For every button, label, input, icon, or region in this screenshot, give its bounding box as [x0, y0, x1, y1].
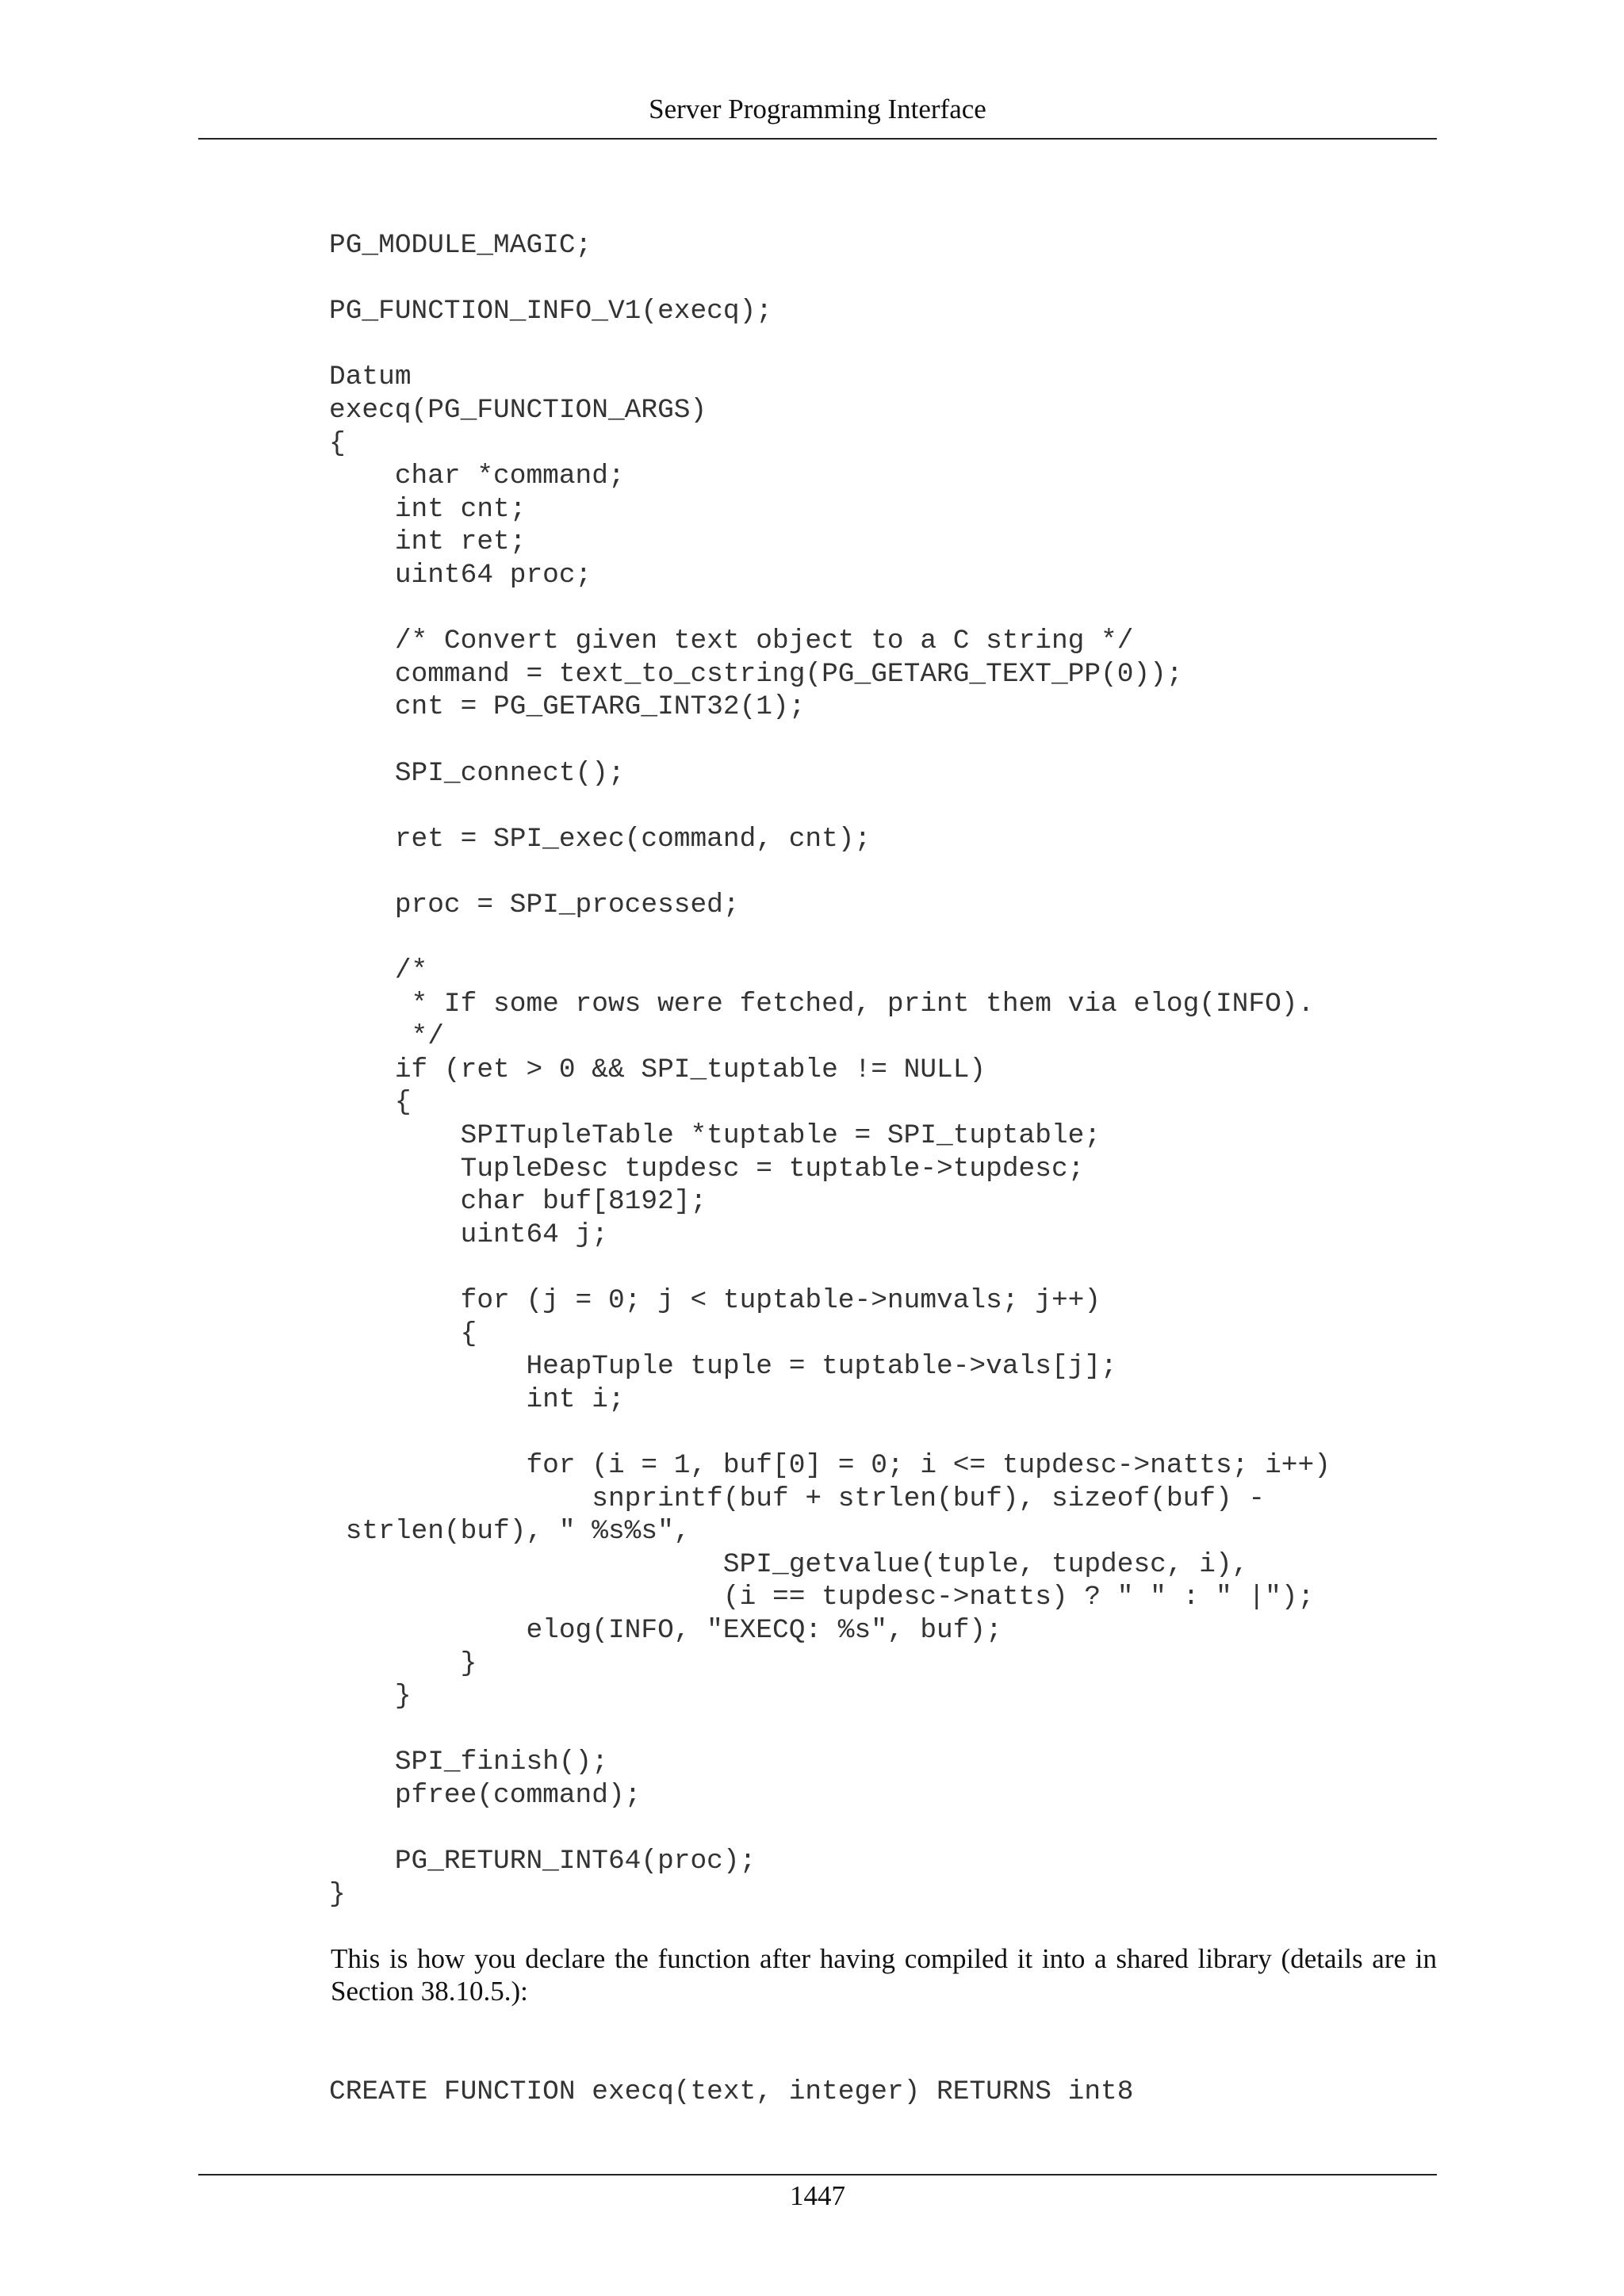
code-listing-execq: PG_MODULE_MAGIC; PG_FUNCTION_INFO_V1(execq); Datum execq(PG_FUNCTION_ARGS) { char *command; int cnt; int ret; uint64 proc; /* Convert given text object to a C string */ command = text_to_cstring(PG_GETARG_TEXT_PP(0)); cnt = PG_GETARG_INT32(1); SPI_connect(); ret = SPI_exec(command, cnt); proc = SPI_processed; /* * If some rows were fetched, print them via elog(INFO). */ if (ret > 0 && SPI_tuptable != NULL) { SPITupleTable *tuptable = SPI_tuptable; TupleDesc tupdesc = tuptable->tupdesc; char buf[8192]; uint64 j; for (j = 0; j < tuptable->numvals; j++) { HeapTuple tuple = tuptable->vals[j]; int i; for (i = 1, buf[0] = 0; i <= tupdesc->natts; i++) snprintf(buf + strlen(buf), sizeof(buf) - strlen(buf), " %s%s", SPI_getvalue(tuple, tupdesc, i), (i == tupdesc->natts) ? " " : " |"); elog(INFO, "EXECQ: %s", buf); } } SPI_finish(); pfree(command); PG_RETURN_INT64(proc); } [329, 230, 1331, 1910]
body-paragraph: This is how you declare the function after having compiled it into a shared library (details are in Section 38.10.5.): [331, 1943, 1437, 2007]
page-header-title: Server Programming Interface [649, 94, 986, 124]
header-rule [198, 138, 1437, 140]
page-number: 1447 [790, 2180, 845, 2211]
code-listing-create-function: CREATE FUNCTION execq(text, integer) RETURNS int8 [329, 2076, 1134, 2107]
footer-rule [198, 2174, 1437, 2175]
